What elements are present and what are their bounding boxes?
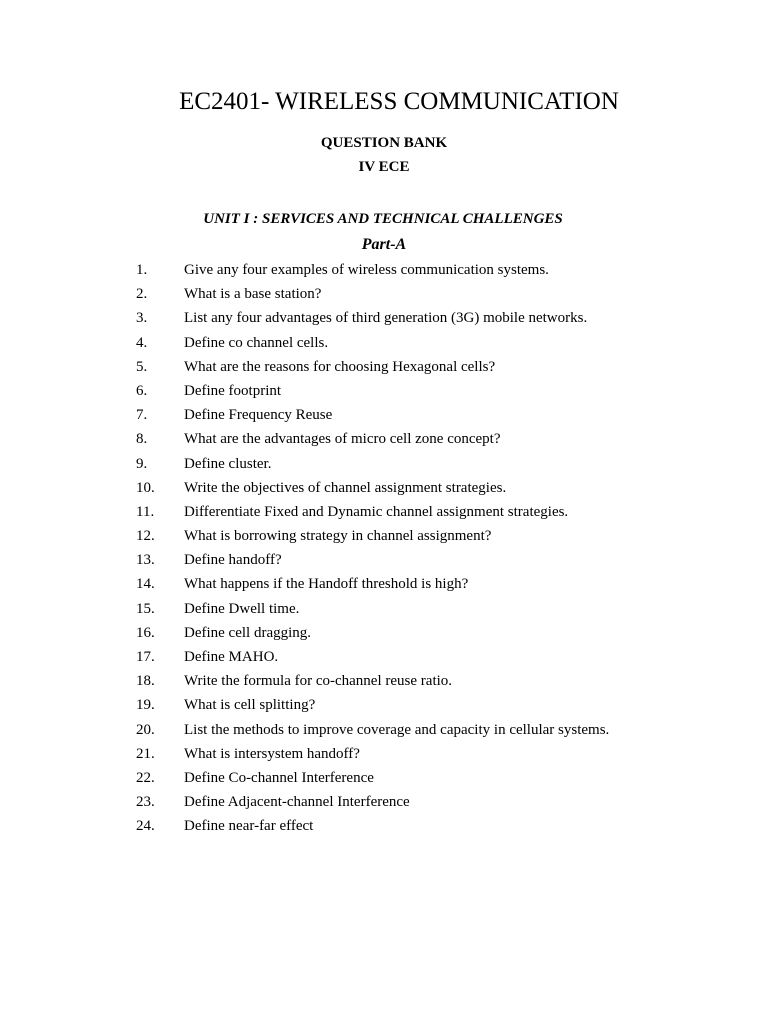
question-number: 12. — [136, 528, 155, 545]
question-text: What are the advantages of micro cell zone concept? — [184, 431, 501, 448]
question-text: List the methods to improve coverage and capacity in cellular systems. — [184, 721, 610, 738]
question-text: Write the objectives of channel assignment strategies. — [184, 479, 507, 496]
question-text: What is intersystem handoff? — [184, 745, 360, 762]
question-text: Write the formula for co-channel reuse ratio. — [184, 673, 453, 690]
question-text: What is cell splitting? — [184, 697, 316, 714]
question-item — [0, 743, 768, 767]
question-item — [0, 453, 768, 477]
question-number: 20. — [136, 721, 155, 738]
question-number: 7. — [136, 407, 148, 424]
question-text: What is borrowing strategy in channel assignment? — [184, 528, 492, 545]
question-number: 14. — [136, 576, 155, 593]
question-text: Define co channel cells. — [184, 334, 329, 351]
question-number: 16. — [136, 624, 155, 641]
question-item — [0, 477, 768, 501]
question-number: 2. — [136, 286, 148, 303]
question-number: 15. — [136, 600, 155, 617]
question-item — [0, 719, 768, 743]
question-text: Define cell dragging. — [184, 624, 312, 641]
question-text: Define Frequency Reuse — [184, 407, 333, 424]
question-text: Define near-far effect — [184, 818, 314, 835]
question-number: 9. — [136, 455, 148, 472]
question-text: Define footprint — [184, 382, 282, 399]
question-list — [0, 259, 768, 840]
question-item — [0, 501, 768, 525]
question-item — [0, 767, 768, 791]
class-label: IV ECE — [358, 159, 410, 175]
document-subtitle: QUESTION BANK — [320, 135, 448, 151]
question-text: Define cluster. — [184, 455, 272, 472]
question-item — [0, 791, 768, 815]
question-number: 18. — [136, 673, 155, 690]
question-text: What is a base station? — [184, 286, 322, 303]
question-item — [0, 525, 768, 549]
question-number: 10. — [136, 479, 155, 496]
question-text: Define Adjacent-channel Interference — [184, 794, 410, 811]
question-item — [0, 356, 768, 380]
question-item — [0, 694, 768, 718]
question-text: Define handoff? — [184, 552, 282, 569]
question-item — [0, 428, 768, 452]
question-number: 6. — [136, 382, 148, 399]
question-item — [0, 573, 768, 597]
question-item — [0, 670, 768, 694]
question-text: List any four advantages of third generation (3G) mobile networks. — [184, 310, 588, 327]
question-number: 19. — [136, 697, 155, 714]
question-item — [0, 283, 768, 307]
question-number: 17. — [136, 649, 155, 665]
question-number: 3. — [136, 310, 148, 327]
question-number: 8. — [136, 431, 148, 448]
part-heading: Part-A — [361, 236, 407, 253]
question-item — [0, 380, 768, 404]
question-item — [0, 259, 768, 283]
question-number: 11. — [136, 503, 155, 520]
question-text: What happens if the Handoff threshold is high? — [184, 576, 469, 593]
question-number: 22. — [136, 769, 155, 786]
question-item — [0, 646, 768, 670]
question-item — [0, 815, 768, 839]
question-text: What are the reasons for choosing Hexagonal cells? — [184, 358, 496, 375]
question-item — [0, 549, 768, 573]
question-number: 4. — [136, 334, 148, 351]
question-text: Define MAHO. — [184, 649, 279, 665]
question-item — [0, 622, 768, 646]
question-number: 5. — [136, 358, 148, 375]
question-number: 23. — [136, 794, 155, 811]
question-item — [0, 404, 768, 428]
document-title: EC2401- WIRELESS COMMUNICATION — [179, 88, 619, 115]
question-number: 21. — [136, 745, 155, 762]
question-item — [0, 598, 768, 622]
question-text: Differentiate Fixed and Dynamic channel assignment strategies. — [184, 503, 569, 520]
unit-heading: UNIT I : SERVICES AND TECHNICAL CHALLENGES — [203, 211, 563, 227]
question-text: Give any four examples of wireless communication systems. — [184, 262, 549, 278]
question-text: Define Co-channel Interference — [184, 769, 374, 786]
question-item — [0, 307, 768, 331]
question-number: 1. — [136, 262, 148, 278]
question-item — [0, 332, 768, 356]
question-text: Define Dwell time. — [184, 600, 300, 617]
question-number: 13. — [136, 552, 155, 569]
question-number: 24. — [136, 818, 155, 835]
